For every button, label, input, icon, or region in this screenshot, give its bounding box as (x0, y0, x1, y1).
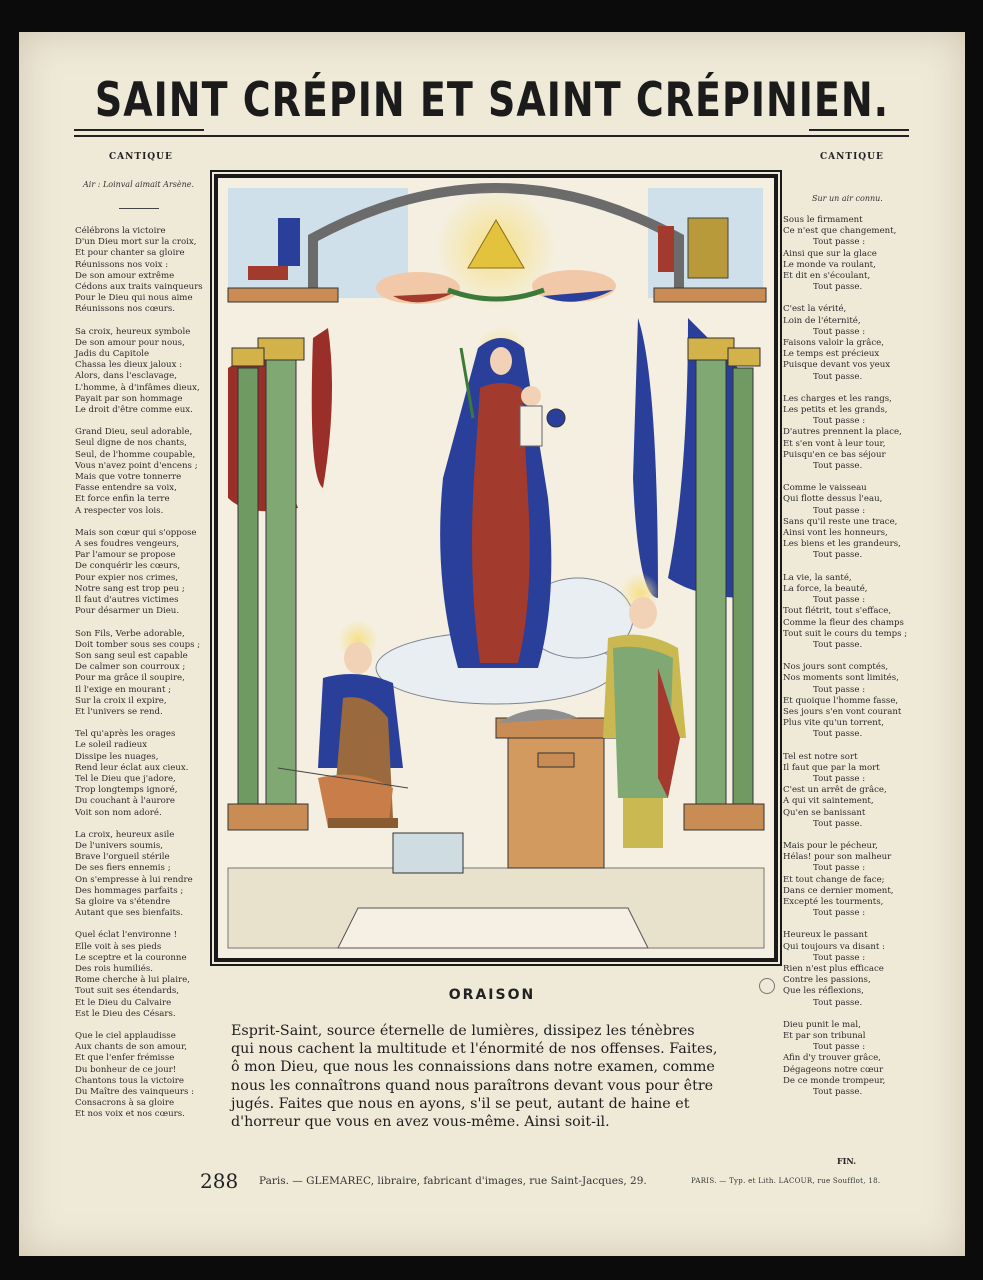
left-verse-line: Pour ma grâce il soupire, (75, 673, 185, 684)
print-number: 288 (200, 1169, 239, 1193)
right-verse-line: Comme la fleur des champs (783, 617, 904, 628)
right-verse-line: Tout passe : (813, 237, 866, 248)
column-base-right (684, 804, 764, 830)
orb-icon (547, 409, 565, 427)
right-verse-line: C'est un arrêt de grâce, (783, 785, 887, 796)
left-verse-line: Le soleil radieux (75, 740, 148, 751)
right-verse-line: Puisqu'en ce bas séjour (783, 449, 886, 460)
oraison-line: ô mon Dieu, que nous les connaissions dans notre examen, comme (231, 1059, 715, 1076)
left-verse-line: Sur la croix il expire, (75, 695, 167, 706)
left-verse-line: Pour le Dieu qui nous aime (75, 293, 193, 304)
left-verse-line: Que le ciel applaudisse (75, 1031, 176, 1041)
left-verse-line: Le sceptre et la couronne (75, 952, 187, 963)
left-verse-line: Des hommages parfaits ; (75, 885, 184, 896)
left-verse-line: Notre sang est trop peu ; (75, 583, 185, 594)
oraison-line: Esprit-Saint, source éternelle de lumières, dissipez les ténèbres (231, 1023, 695, 1039)
capital-left (258, 338, 304, 360)
right-verse-line: D'autres prennent la place, (783, 427, 902, 438)
floor-step (338, 908, 648, 948)
engraving-svg (218, 178, 774, 958)
left-verse-line: Seul digne de nos chants, (75, 438, 187, 449)
left-column-divider (119, 208, 159, 209)
cauldron-vignette (688, 218, 728, 278)
left-verse-line: Et l'univers se rend. (75, 706, 163, 717)
column-far-right (733, 368, 753, 808)
left-verse-line: De calmer son courroux ; (75, 662, 186, 673)
right-verse-line: A qui vit saintement, (783, 796, 874, 807)
left-stanza (75, 327, 203, 417)
oraison-line: qui nous cachent la multitude et l'énormité de nos offenses. Faites, (231, 1041, 718, 1058)
left-verse-line: Célébrons la victoire (75, 226, 166, 236)
left-verse-line: De l'univers soumis, (75, 840, 163, 851)
right-verse-line: Tout passe. (813, 550, 863, 561)
oraison-text (231, 1022, 761, 1131)
child-body (520, 406, 542, 446)
left-verse-line: Vous n'avez point d'encens ; (75, 460, 198, 471)
right-verse-line: Tout passe. (813, 997, 863, 1008)
left-verse-line: Son sang seul est capable (75, 650, 188, 661)
left-verse-line: Jadis du Capitole (75, 349, 150, 360)
column-right (696, 358, 726, 808)
left-verse-line: La croix, heureux asile (75, 829, 175, 840)
virgin-face (490, 347, 512, 375)
column-left (266, 358, 296, 808)
left-verse-line: Alors, dans l'esclavage, (75, 371, 178, 382)
left-verse-line: Tel le Dieu que j'adore, (75, 773, 176, 784)
left-verse-line: L'homme, à d'infâmes dieux, (75, 382, 200, 393)
right-verse-line: Excepté les tourments, (783, 896, 884, 907)
right-verse-line: Contre les passions, (783, 975, 871, 986)
left-saint-face (344, 642, 372, 674)
cobbler-stool (328, 818, 398, 828)
right-verse-line: Plus vite qu'un torrent, (783, 718, 884, 729)
right-column-verses (783, 215, 907, 1109)
right-verse-line: Le monde va roulant, (783, 259, 876, 270)
right-verse-line: Tout passe : (813, 416, 866, 427)
left-verse-line: De conquérir les cœurs, (75, 561, 181, 572)
left-verse-line: Tel qu'après les orages (75, 729, 176, 740)
engraving-illustration (214, 174, 778, 962)
left-verse-line: Autant que ses bienfaits. (75, 908, 184, 919)
right-verse-line: Nos jours sont comptés, (783, 662, 889, 673)
left-stanza (75, 226, 203, 316)
left-verse-line: Du bonheur de ce jour! (75, 1064, 177, 1075)
right-verse-line: Tout passe. (813, 282, 863, 293)
right-verse-line: Loin de l'éternité, (783, 315, 861, 326)
header-rule (74, 135, 909, 137)
right-verse-line: Ce n'est que changement, (783, 226, 897, 237)
right-verse-line: Mais pour le pécheur, (783, 840, 878, 851)
right-verse-line: Tout passe : (813, 908, 866, 919)
right-stanza (783, 841, 907, 919)
publisher-imprint: Paris. — GLEMAREC, libraire, fabricant d'images, rue Saint-Jacques, 29. (259, 1175, 647, 1187)
right-stanza (783, 573, 907, 651)
right-column-heading: CANTIQUE (820, 152, 884, 162)
right-stanza (783, 662, 907, 740)
left-verse-line: Doit tomber sous ses coups ; (75, 639, 201, 650)
right-verse-line: De ce monde trompeur, (783, 1075, 886, 1086)
left-verse-line: A respecter vos lois. (75, 505, 164, 516)
left-verse-line: Dissipe les nuages, (75, 751, 159, 762)
right-verse-line: Tout passe. (813, 818, 863, 829)
right-verse-line: Tout passe : (813, 326, 866, 337)
right-verse-line: Tout passe. (813, 461, 863, 472)
right-verse-line: Dégageons notre cœur (783, 1064, 884, 1075)
left-verse-line: Sa croix, heureux symbole (75, 326, 191, 337)
column-far-left (238, 368, 258, 808)
left-stanza (75, 830, 203, 920)
right-verse-line: Tout passe. (813, 639, 863, 650)
right-saint-face (629, 597, 657, 629)
right-verse-line: Hélas! pour son malheur (783, 852, 892, 863)
right-verse-line: Heureux le passant (783, 930, 868, 941)
left-verse-line: Pour expier nos crimes, (75, 572, 178, 583)
right-verse-line: Sans qu'il reste une trace, (783, 516, 898, 527)
left-verse-line: Est le Dieu des Césars. (75, 1008, 176, 1019)
right-verse-line: La force, la beauté, (783, 583, 868, 594)
print-sheet (19, 32, 965, 1256)
right-verse-line: Tout suit le cours du temps ; (783, 628, 908, 639)
left-verse-line: A ses foudres vengeurs, (75, 539, 180, 550)
left-stanza (75, 1031, 203, 1121)
right-verse-line: Nos moments sont limités, (783, 673, 899, 684)
left-verse-line: Chassa les dieux jaloux : (75, 360, 183, 371)
right-verse-line: Ainsi que sur la glace (783, 248, 877, 259)
left-verse-line: Quel éclat l'environne ! (75, 930, 178, 941)
left-column-air: Air : Loinval aimait Arsène. (83, 180, 195, 189)
capital-right (688, 338, 734, 360)
left-verse-line: Tout suit ses étendards, (75, 986, 180, 997)
left-verse-line: Et que l'enfer frémisse (75, 1053, 175, 1064)
right-verse-line: Tout passe : (813, 1042, 866, 1053)
left-verse-line: Consacrons à sa gloire (75, 1098, 175, 1109)
right-verse-line: Que les réflexions, (783, 986, 864, 997)
right-verse-line: Tout passe : (813, 952, 866, 963)
child-face (521, 386, 541, 406)
left-verse-line: Le droit d'être comme eux. (75, 405, 193, 416)
left-verse-line: De ses fiers ennemis ; (75, 863, 171, 874)
left-verse-line: Réunissons nos cœurs. (75, 304, 175, 315)
oraison-line: d'horreur que vous en avez vous-même. Ainsi soit-il. (231, 1114, 610, 1131)
left-stanza (75, 528, 203, 618)
right-verse-line: Les biens et les grandeurs, (783, 539, 901, 550)
right-verse-line: Tout passe. (813, 371, 863, 382)
left-verse-line: Et pour chanter sa gloire (75, 248, 185, 259)
left-verse-line: Pour désarmer un Dieu. (75, 606, 180, 617)
left-verse-line: Et le Dieu du Calvaire (75, 997, 172, 1008)
right-verse-line: Le temps est précieux (783, 349, 880, 360)
left-verse-line: Mais que votre tonnerre (75, 472, 182, 483)
right-verse-line: Ses jours s'en vont courant (783, 706, 902, 717)
right-verse-line: Tout passe : (813, 505, 866, 516)
right-verse-line: Faisons valoir la grâce, (783, 338, 884, 349)
right-verse-line: Les charges et les rangs, (783, 393, 892, 404)
right-verse-line: Tel est notre sort (783, 751, 858, 762)
right-verse-line: Comme le vaisseau (783, 483, 867, 494)
oraison-line: jugés. Faites que nous en ayons, s'il se peut, autant de haine et (231, 1095, 690, 1112)
capital-far-left (232, 348, 264, 366)
right-verse-line: Qui toujours va disant : (783, 941, 885, 952)
right-verse-line: Tout passe : (813, 863, 866, 874)
left-verse-line: Cédons aux traits vainqueurs (75, 282, 203, 293)
oraison-line: nous les connaîtrons quand nous paraîtrons devant vous pour être (231, 1077, 714, 1094)
fallen-figure-left (248, 266, 288, 280)
capital-far-right (728, 348, 760, 366)
right-stanza (783, 752, 907, 830)
left-verse-line: Et nos voix et nos cœurs. (75, 1109, 185, 1120)
right-verse-line: Qui flotte dessus l'eau, (783, 494, 883, 505)
left-verse-line: Seul, de l'homme coupable, (75, 449, 196, 460)
left-verse-line: On s'empresse à lui rendre (75, 874, 193, 885)
right-verse-line: Dans ce dernier moment, (783, 885, 894, 896)
left-entablature (228, 288, 338, 302)
right-verse-line: Dieu punit le mal, (783, 1019, 861, 1030)
left-verse-line: Brave l'orgueil stérile (75, 852, 170, 863)
right-verse-line: Tout passe. (813, 729, 863, 740)
right-stanza (783, 394, 907, 472)
page-title: SAINT CRÉPIN ET SAINT CRÉPINIEN. (94, 72, 890, 127)
left-verse-line: Son Fils, Verbe adorable, (75, 628, 185, 639)
tool-box (393, 833, 463, 873)
left-verse-line: Du couchant à l'aurore (75, 796, 175, 807)
left-verse-line: Payait par son hommage (75, 393, 183, 404)
left-verse-line: Par l'amour se propose (75, 550, 176, 561)
right-verse-line: Rien n'est plus efficace (783, 963, 884, 974)
left-verse-line: Elle voit à ses pieds (75, 941, 162, 952)
martyr-figure-left (278, 218, 300, 266)
right-stanza (783, 304, 907, 382)
left-verse-line: Fasse entendre sa voix, (75, 483, 177, 494)
left-verse-line: Trop longtemps ignoré, (75, 785, 178, 796)
soldier-figure-right (658, 226, 674, 272)
left-verse-line: Chantons tous la victoire (75, 1075, 184, 1086)
right-verse-line: C'est la vérité, (783, 304, 847, 315)
right-stanza (783, 483, 907, 561)
oraison-heading: ORAISON (448, 987, 536, 1003)
left-stanza (75, 729, 203, 819)
right-stanza (783, 215, 907, 293)
left-verse-line: Sa gloire va s'étendre (75, 896, 171, 907)
right-verse-line: Qu'en se banissant (783, 807, 866, 818)
fin-label: FIN. (837, 1156, 857, 1166)
left-stanza (75, 427, 203, 517)
left-verse-line: Il faut d'autres victimes (75, 595, 179, 606)
left-verse-line: Des rois humiliés. (75, 963, 153, 974)
left-verse-line: D'un Dieu mort sur la croix, (75, 237, 197, 248)
left-verse-line: Mais son cœur qui s'oppose (75, 527, 197, 538)
right-verse-line: Il faut que par la mort (783, 762, 880, 773)
left-column-heading: CANTIQUE (109, 152, 173, 162)
right-verse-line: Les petits et les grands, (783, 405, 888, 416)
right-verse-line: Tout passe : (813, 595, 866, 606)
left-verse-line: Réunissons nos voix : (75, 259, 169, 270)
right-stanza (783, 1020, 907, 1098)
printer-imprint: PARIS. — Typ. et Lith. LACOUR, rue Soufflot, 18. (691, 1177, 881, 1185)
right-verse-line: La vie, la santé, (783, 572, 852, 583)
left-verse-line: Et force enfin la terre (75, 494, 170, 505)
right-verse-line: Sous le firmament (783, 215, 863, 225)
right-verse-line: Tout passe. (813, 1087, 863, 1098)
right-saint-legs (623, 798, 663, 848)
left-verse-line: De son amour pour nous, (75, 337, 185, 348)
title-rule-right (809, 129, 909, 131)
right-verse-line: Et s'en vont à leur tour, (783, 438, 886, 449)
column-base-left (228, 804, 308, 830)
right-verse-line: Puisque devant vos yeux (783, 360, 891, 371)
left-stanza (75, 930, 203, 1020)
left-verse-line: Aux chants de son amour, (75, 1042, 187, 1053)
left-verse-line: Du Maître des vainqueurs : (75, 1087, 194, 1098)
workbench-drawer (538, 753, 574, 767)
right-verse-line: Ainsi vont les honneurs, (783, 528, 888, 539)
right-entablature (654, 288, 766, 302)
right-verse-line: Tout passe : (813, 684, 866, 695)
left-verse-line: Rend leur éclat aux cieux. (75, 762, 189, 773)
left-verse-line: Grand Dieu, seul adorable, (75, 427, 193, 438)
left-verse-line: Rome cherche à lui plaire, (75, 975, 190, 986)
left-verse-line: De son amour extrême (75, 270, 175, 281)
left-verse-line: Voit son nom adoré. (75, 807, 162, 818)
title-rule-left (74, 129, 204, 131)
right-verse-line: Et par son tribunal (783, 1031, 866, 1041)
right-verse-line: Et quoique l'homme fasse, (783, 695, 899, 706)
right-verse-line: Et dit en s'écoulant, (783, 271, 871, 282)
right-column-air: Sur un air connu. (812, 194, 883, 203)
left-verse-line: Il l'exige en mourant ; (75, 684, 172, 695)
left-stanza (75, 629, 203, 719)
right-verse-line: Tout flétrit, tout s'efface, (783, 606, 892, 617)
right-verse-line: Afin d'y trouver grâce, (783, 1053, 881, 1064)
right-verse-line: Tout passe : (813, 773, 866, 784)
right-verse-line: Et tout change de face; (783, 874, 885, 885)
